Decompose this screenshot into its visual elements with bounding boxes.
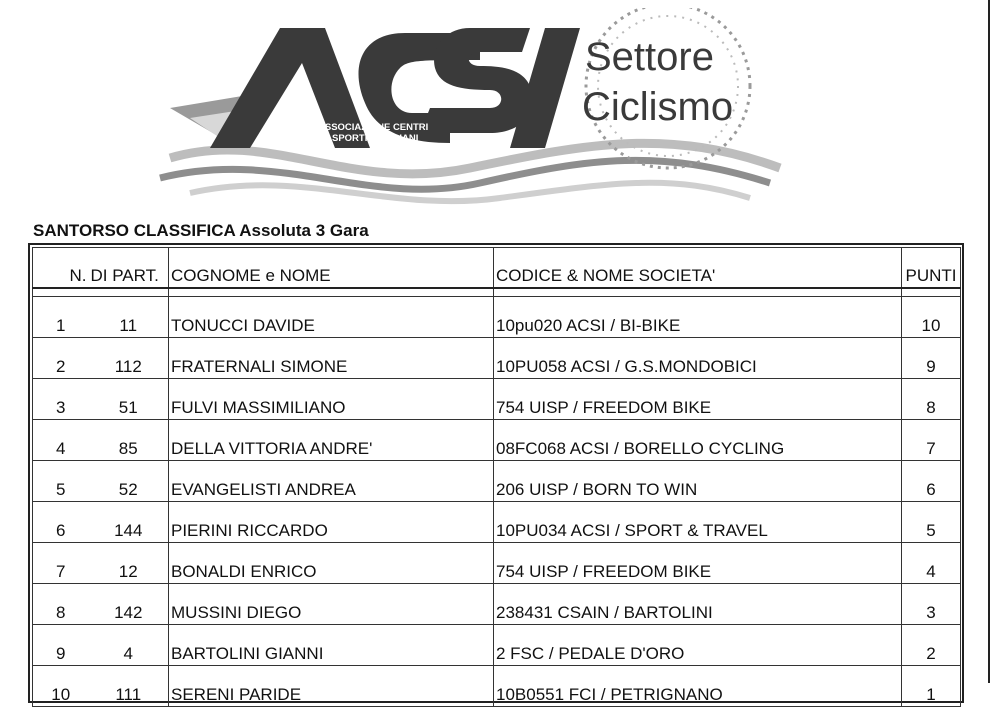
cell-points: 1 <box>902 666 961 707</box>
page-right-border <box>988 0 990 683</box>
cell-participant-number: 52 <box>89 461 169 502</box>
cell-points: 8 <box>902 379 961 420</box>
table-row <box>33 625 961 666</box>
cell-points: 6 <box>902 461 961 502</box>
cell-points: 7 <box>902 420 961 461</box>
cell-participant-number: 11 <box>89 297 169 338</box>
header-separator <box>33 288 961 297</box>
cell-position: 10 <box>33 666 89 707</box>
header-club: CODICE & NOME SOCIETA' <box>494 248 902 289</box>
table-row <box>33 584 961 625</box>
cell-participant-number: 4 <box>89 625 169 666</box>
cell-points: 5 <box>902 502 961 543</box>
cell-position: 3 <box>33 379 89 420</box>
cell-position: 5 <box>33 461 89 502</box>
settore-text: Settore <box>585 35 714 79</box>
cell-name: BARTOLINI GIANNI <box>169 625 494 666</box>
cell-participant-number: 111 <box>89 666 169 707</box>
acsi-subtitle-line1: ASSOCIAZIONE CENTRI <box>318 122 429 133</box>
cell-points: 4 <box>902 543 961 584</box>
table-row <box>33 297 961 338</box>
table-header-row <box>33 248 961 289</box>
cell-club: 08FC068 ACSI / BORELLO CYCLING <box>494 420 902 461</box>
cell-club: 10pu020 ACSI / BI-BIKE <box>494 297 902 338</box>
table-row <box>33 461 961 502</box>
table-row <box>33 379 961 420</box>
cell-points: 9 <box>902 338 961 379</box>
cell-club: 10PU034 ACSI / SPORT & TRAVEL <box>494 502 902 543</box>
cell-participant-number: 144 <box>89 502 169 543</box>
cell-club: 238431 CSAIN / BARTOLINI <box>494 584 902 625</box>
cell-position: 8 <box>33 584 89 625</box>
cell-name: DELLA VITTORIA ANDRE' <box>169 420 494 461</box>
cell-participant-number: 142 <box>89 584 169 625</box>
cell-name: BONALDI ENRICO <box>169 543 494 584</box>
header-name: COGNOME e NOME <box>169 248 494 289</box>
cell-club: 10PU058 ACSI / G.S.MONDOBICI <box>494 338 902 379</box>
title-rest: Assoluta 3 Gara <box>235 221 369 240</box>
cell-club: 10B0551 FCI / PETRIGNANO <box>494 666 902 707</box>
cell-position: 6 <box>33 502 89 543</box>
results-table-frame <box>28 243 964 703</box>
cell-participant-number: 12 <box>89 543 169 584</box>
cell-club: 754 UISP / FREEDOM BIKE <box>494 543 902 584</box>
acsi-logo-banner <box>150 8 790 213</box>
cell-position: 1 <box>33 297 89 338</box>
cell-name: MUSSINI DIEGO <box>169 584 494 625</box>
cell-participant-number: 112 <box>89 338 169 379</box>
cell-name: FULVI MASSIMILIANO <box>169 379 494 420</box>
acsi-logo <box>150 8 790 213</box>
cell-position: 7 <box>33 543 89 584</box>
table-row <box>33 502 961 543</box>
cell-position: 9 <box>33 625 89 666</box>
cell-points: 2 <box>902 625 961 666</box>
ciclismo-text: Ciclismo <box>582 85 734 129</box>
table-row <box>33 338 961 379</box>
cell-points: 3 <box>902 584 961 625</box>
document-title <box>33 221 369 241</box>
cell-club: 2 FSC / PEDALE D'ORO <box>494 625 902 666</box>
table-row <box>33 420 961 461</box>
cell-participant-number: 51 <box>89 379 169 420</box>
cell-name: TONUCCI DAVIDE <box>169 297 494 338</box>
header-points: PUNTI <box>902 248 961 289</box>
cell-club: 754 UISP / FREEDOM BIKE <box>494 379 902 420</box>
results-table <box>32 247 961 707</box>
cell-position: 4 <box>33 420 89 461</box>
table-row <box>33 543 961 584</box>
cell-club: 206 UISP / BORN TO WIN <box>494 461 902 502</box>
cell-points: 10 <box>902 297 961 338</box>
cell-participant-number: 85 <box>89 420 169 461</box>
cell-name: PIERINI RICCARDO <box>169 502 494 543</box>
header-part: DI PART. <box>89 248 169 289</box>
header-num: N. <box>33 248 89 289</box>
table-row <box>33 666 961 707</box>
cell-name: EVANGELISTI ANDREA <box>169 461 494 502</box>
title-bold: SANTORSO CLASSIFICA <box>33 221 236 240</box>
acsi-subtitle-line2: SPORTIVI ITALIANI <box>332 133 419 144</box>
cell-position: 2 <box>33 338 89 379</box>
cell-name: FRATERNALI SIMONE <box>169 338 494 379</box>
cell-name: SERENI PARIDE <box>169 666 494 707</box>
